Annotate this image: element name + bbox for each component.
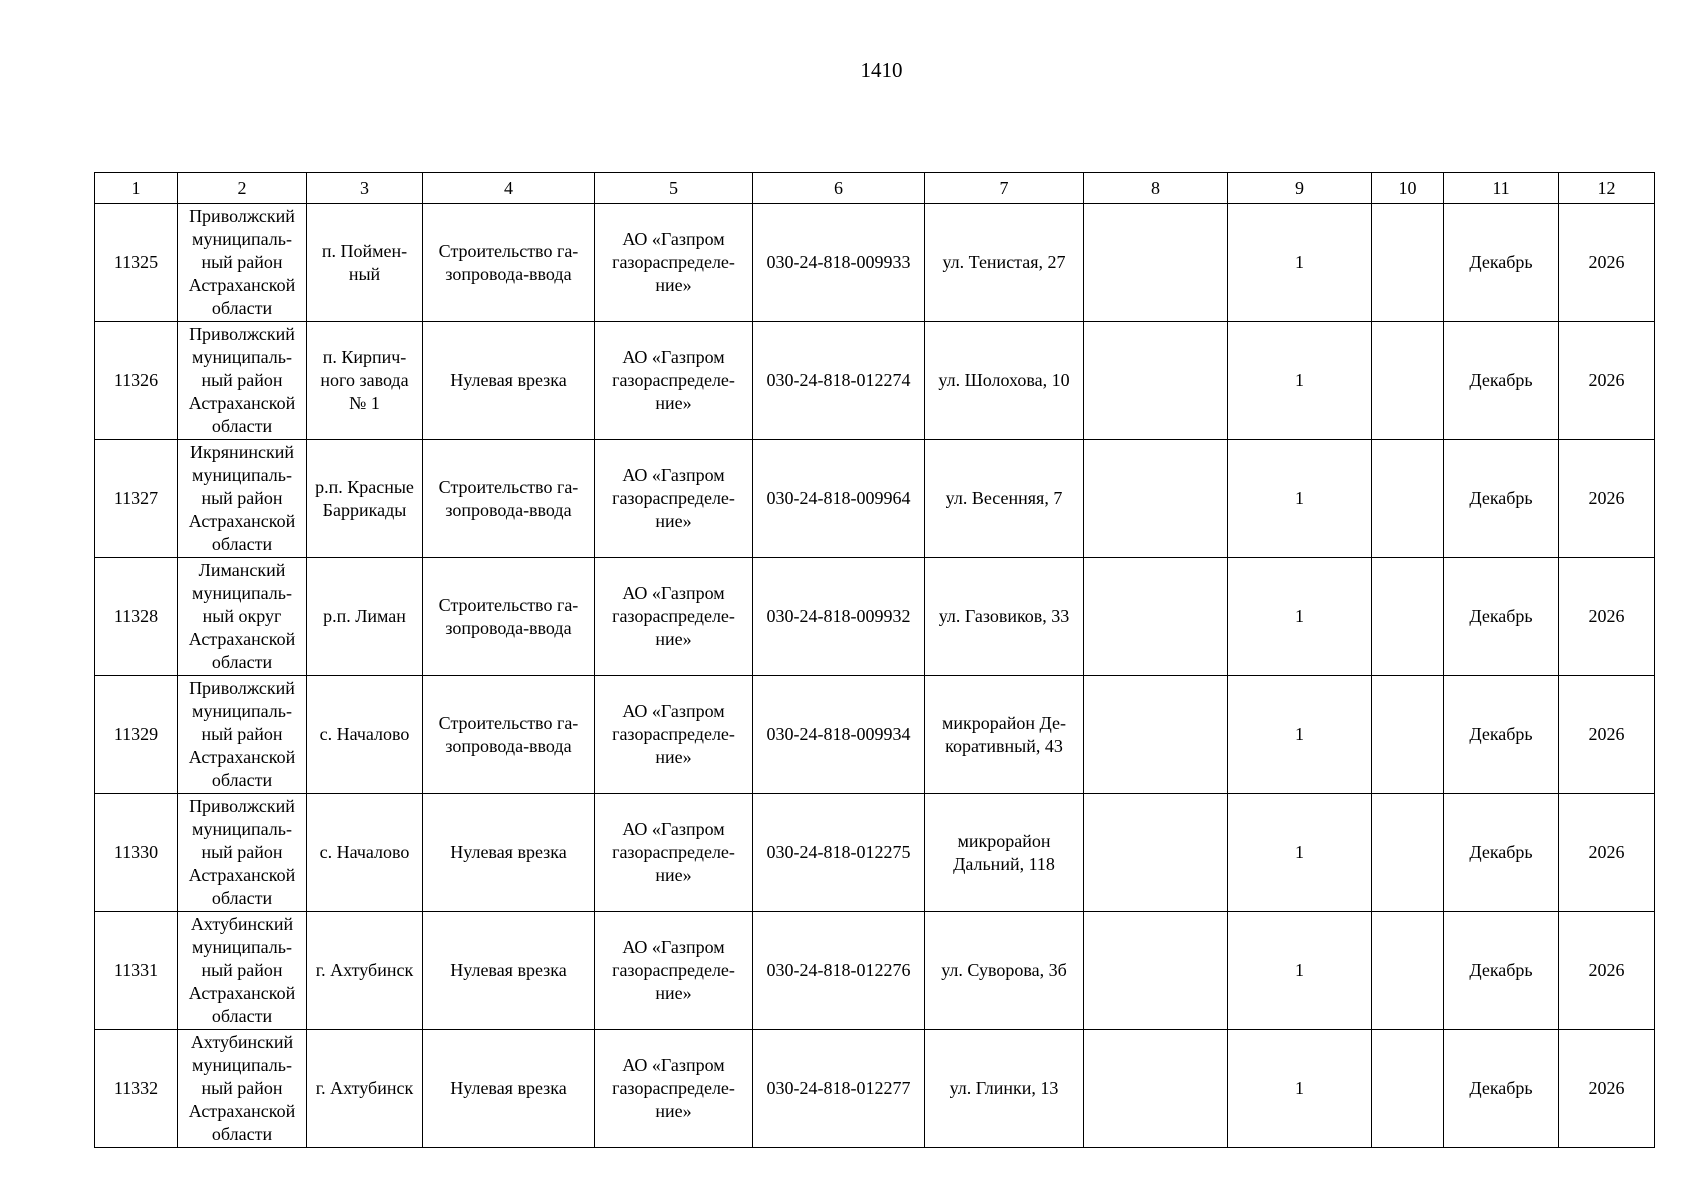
- address-cell: ул. Шолохова, 10: [925, 322, 1084, 440]
- month-cell: Декабрь: [1444, 676, 1559, 794]
- empty-cell: [1084, 912, 1228, 1030]
- district-cell: Приволжский муниципаль- ный район Астраханской области: [178, 676, 307, 794]
- column-header: 10: [1372, 173, 1444, 204]
- count-cell: 1: [1228, 676, 1372, 794]
- row-number-cell: 11327: [95, 440, 178, 558]
- locality-cell: п. Кирпич- ного завода № 1: [307, 322, 423, 440]
- column-header: 7: [925, 173, 1084, 204]
- district-cell: Ахтубинский муниципаль- ный район Астраханской области: [178, 912, 307, 1030]
- empty-cell: [1372, 322, 1444, 440]
- column-header: 11: [1444, 173, 1559, 204]
- code-cell: 030-24-818-009933: [753, 204, 925, 322]
- count-cell: 1: [1228, 440, 1372, 558]
- count-cell: 1: [1228, 322, 1372, 440]
- empty-cell: [1084, 204, 1228, 322]
- table-row: [95, 676, 1655, 794]
- district-cell: Приволжский муниципаль- ный район Астраханской области: [178, 322, 307, 440]
- year-cell: 2026: [1559, 204, 1655, 322]
- table-row: [95, 322, 1655, 440]
- locality-cell: г. Ахтубинск: [307, 912, 423, 1030]
- column-header: 4: [423, 173, 595, 204]
- count-cell: 1: [1228, 912, 1372, 1030]
- count-cell: 1: [1228, 204, 1372, 322]
- district-cell: Приволжский муниципаль- ный район Астраханской области: [178, 204, 307, 322]
- table-row: [95, 440, 1655, 558]
- row-number-cell: 11329: [95, 676, 178, 794]
- row-number-cell: 11331: [95, 912, 178, 1030]
- row-number-cell: 11325: [95, 204, 178, 322]
- column-header: 2: [178, 173, 307, 204]
- work-type-cell: Нулевая врезка: [423, 794, 595, 912]
- code-cell: 030-24-818-012276: [753, 912, 925, 1030]
- year-cell: 2026: [1559, 1030, 1655, 1148]
- work-type-cell: Нулевая врезка: [423, 1030, 595, 1148]
- column-header: 12: [1559, 173, 1655, 204]
- table-row: [95, 558, 1655, 676]
- empty-cell: [1084, 558, 1228, 676]
- address-cell: ул. Суворова, 3б: [925, 912, 1084, 1030]
- month-cell: Декабрь: [1444, 912, 1559, 1030]
- address-cell: ул. Глинки, 13: [925, 1030, 1084, 1148]
- empty-cell: [1372, 1030, 1444, 1148]
- code-cell: 030-24-818-012275: [753, 794, 925, 912]
- count-cell: 1: [1228, 1030, 1372, 1148]
- code-cell: 030-24-818-012274: [753, 322, 925, 440]
- table-row: [95, 912, 1655, 1030]
- row-number-cell: 11326: [95, 322, 178, 440]
- organization-cell: АО «Газпром газораспределе- ние»: [595, 322, 753, 440]
- district-cell: Икрянинский муниципаль- ный район Астраханской области: [178, 440, 307, 558]
- page-number: 1410: [860, 58, 903, 82]
- address-cell: микрорайон Дальний, 118: [925, 794, 1084, 912]
- address-cell: ул. Весенняя, 7: [925, 440, 1084, 558]
- district-cell: Ахтубинский муниципаль- ный район Астраханской области: [178, 1030, 307, 1148]
- organization-cell: АО «Газпром газораспределе- ние»: [595, 676, 753, 794]
- table-row: [95, 794, 1655, 912]
- work-type-cell: Нулевая врезка: [423, 322, 595, 440]
- empty-cell: [1372, 204, 1444, 322]
- month-cell: Декабрь: [1444, 204, 1559, 322]
- organization-cell: АО «Газпром газораспределе- ние»: [595, 558, 753, 676]
- column-header: 5: [595, 173, 753, 204]
- data-table: [94, 172, 1655, 1148]
- empty-cell: [1084, 676, 1228, 794]
- row-number-cell: 11330: [95, 794, 178, 912]
- district-cell: Лиманский муниципаль- ный округ Астраханской области: [178, 558, 307, 676]
- work-type-cell: Строительство га- зопровода-ввода: [423, 558, 595, 676]
- work-type-cell: Строительство га- зопровода-ввода: [423, 676, 595, 794]
- year-cell: 2026: [1559, 558, 1655, 676]
- code-cell: 030-24-818-009932: [753, 558, 925, 676]
- locality-cell: г. Ахтубинск: [307, 1030, 423, 1148]
- organization-cell: АО «Газпром газораспределе- ние»: [595, 204, 753, 322]
- locality-cell: с. Началово: [307, 794, 423, 912]
- year-cell: 2026: [1559, 794, 1655, 912]
- header-row: [95, 173, 1655, 204]
- year-cell: 2026: [1559, 440, 1655, 558]
- month-cell: Декабрь: [1444, 440, 1559, 558]
- empty-cell: [1372, 558, 1444, 676]
- empty-cell: [1084, 794, 1228, 912]
- locality-cell: р.п. Лиман: [307, 558, 423, 676]
- row-number-cell: 11332: [95, 1030, 178, 1148]
- district-cell: Приволжский муниципаль- ный район Астраханской области: [178, 794, 307, 912]
- column-header: 6: [753, 173, 925, 204]
- empty-cell: [1372, 912, 1444, 1030]
- code-cell: 030-24-818-012277: [753, 1030, 925, 1148]
- count-cell: 1: [1228, 794, 1372, 912]
- month-cell: Декабрь: [1444, 558, 1559, 676]
- code-cell: 030-24-818-009964: [753, 440, 925, 558]
- column-header: 1: [95, 173, 178, 204]
- column-header: 3: [307, 173, 423, 204]
- year-cell: 2026: [1559, 676, 1655, 794]
- address-cell: ул. Тенистая, 27: [925, 204, 1084, 322]
- table-row: [95, 204, 1655, 322]
- month-cell: Декабрь: [1444, 794, 1559, 912]
- work-type-cell: Строительство га- зопровода-ввода: [423, 440, 595, 558]
- empty-cell: [1084, 322, 1228, 440]
- count-cell: 1: [1228, 558, 1372, 676]
- organization-cell: АО «Газпром газораспределе- ние»: [595, 1030, 753, 1148]
- year-cell: 2026: [1559, 322, 1655, 440]
- organization-cell: АО «Газпром газораспределе- ние»: [595, 440, 753, 558]
- code-cell: 030-24-818-009934: [753, 676, 925, 794]
- empty-cell: [1372, 440, 1444, 558]
- organization-cell: АО «Газпром газораспределе- ние»: [595, 794, 753, 912]
- table-row: [95, 1030, 1655, 1148]
- empty-cell: [1372, 794, 1444, 912]
- locality-cell: р.п. Красные Баррикады: [307, 440, 423, 558]
- organization-cell: АО «Газпром газораспределе- ние»: [595, 912, 753, 1030]
- column-header: 9: [1228, 173, 1372, 204]
- row-number-cell: 11328: [95, 558, 178, 676]
- month-cell: Декабрь: [1444, 322, 1559, 440]
- empty-cell: [1372, 676, 1444, 794]
- column-header: 8: [1084, 173, 1228, 204]
- empty-cell: [1084, 1030, 1228, 1148]
- work-type-cell: Нулевая врезка: [423, 912, 595, 1030]
- address-cell: ул. Газовиков, 33: [925, 558, 1084, 676]
- locality-cell: п. Поймен- ный: [307, 204, 423, 322]
- table-body: [95, 173, 1655, 1148]
- locality-cell: с. Началово: [307, 676, 423, 794]
- address-cell: микрорайон Де- коративный, 43: [925, 676, 1084, 794]
- year-cell: 2026: [1559, 912, 1655, 1030]
- work-type-cell: Строительство га- зопровода-ввода: [423, 204, 595, 322]
- empty-cell: [1084, 440, 1228, 558]
- month-cell: Декабрь: [1444, 1030, 1559, 1148]
